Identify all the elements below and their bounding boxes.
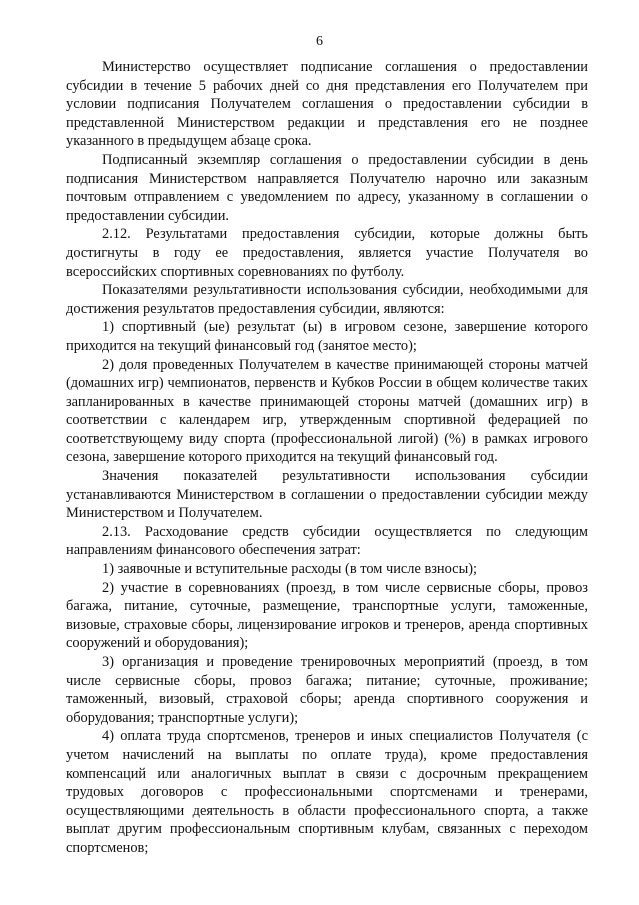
paragraph-spending-item-4: 4) оплата труда спортсменов, тренеров и иных специалистов Получателя (с учетом начислений на выплаты по оплате труда), кроме предоставления компенсаций или аналогичных выплат в связи с досрочным прекращением трудовых договоров с профессиональными спортсменами и тренерами, осуществляющими деятельность в области профессионального спорта, а также выплат другим профессиональным спортивным клубам, связанных с переходом спортсменов; xyxy=(66,728,588,856)
paragraph-results-2-12: 2.12. Результатами предоставления субсидии, которые должны быть достигнуты в году ее предоставления, является участие Получателя во всероссийских спортивных соревнованиях по футболу. xyxy=(66,226,588,280)
paragraph-spending-item-1: 1) заявочные и вступительные расходы (в том числе взносы); xyxy=(102,561,478,578)
paragraph-spending-item-2: 2) участие в соревнованиях (проезд, в том числе сервисные сборы, провоз багажа, питание, суточные, размещение, транспортные услуги, таможенные, визовые, страховые сборы, лицензирование игроков и тренеров, аренда спортивных сооружений и оборудования); xyxy=(66,579,588,652)
paragraph-indicator-1: 1) спортивный (ые) результат (ы) в игровом сезоне, завершение которого приходится на текущий финансовый год (занятое место); xyxy=(66,319,588,354)
paragraph-signed-copy: Подписанный экземпляр соглашения о предоставлении субсидии в день подписания Министерством направляется Получателю нарочно или заказным почтовым отправлением с уведомлением по адресу, указанному в соглашении о предоставлении субсидии. xyxy=(66,151,588,224)
paragraph-spending-item-3: 3) организация и проведение тренировочных мероприятий (проезд, в том числе сервисные сборы, провоз багажа; питание; суточные, проживание; таможенный, визовый, страховой сборы; аренда спортивного сооружения и оборудования; транспортные услуги); xyxy=(66,654,588,726)
paragraph-spending-2-13: 2.13. Расходование средств субсидии осуществляется по следующим направлениям финансового обеспечения затрат: xyxy=(66,523,588,559)
paragraph-indicator-2: 2) доля проведенных Получателем в качестве принимающей стороны матчей (домашних игр) чемпионатов, первенств и Кубков России в общем количестве таких запланированных в качестве принимающей стороны матчей (домашних игр) в соответствии с календарем игр, утвержденным спортивной федерацией по соответствующему виду спорта (профессиональной лигой) (%) в рамках игрового сезона, завершение которого приходится на текущий финансовый год. xyxy=(66,356,588,466)
paragraph-indicators-intro: Показателями результативности использования субсидии, необходимыми для достижения результатов предоставления субсидии, являются: xyxy=(66,282,588,317)
page-number: 6 xyxy=(316,34,323,49)
document-body xyxy=(66,58,588,858)
paragraph-indicator-values: Значения показателей результативности использования субсидии устанавливаются Министерством в соглашении о предоставлении субсидии между Министерством и Получателем. xyxy=(66,468,588,522)
paragraph-signing-term: Министерство осуществляет подписание соглашения о предоставлении субсидии в течение 5 рабочих дней со дня представления его Получателем при условии подписания Получателем соглашения о предоставлении субсидии в представленной Министерством редакции и представления его не позднее указанного в предыдущем абзаце срока. xyxy=(66,59,588,150)
